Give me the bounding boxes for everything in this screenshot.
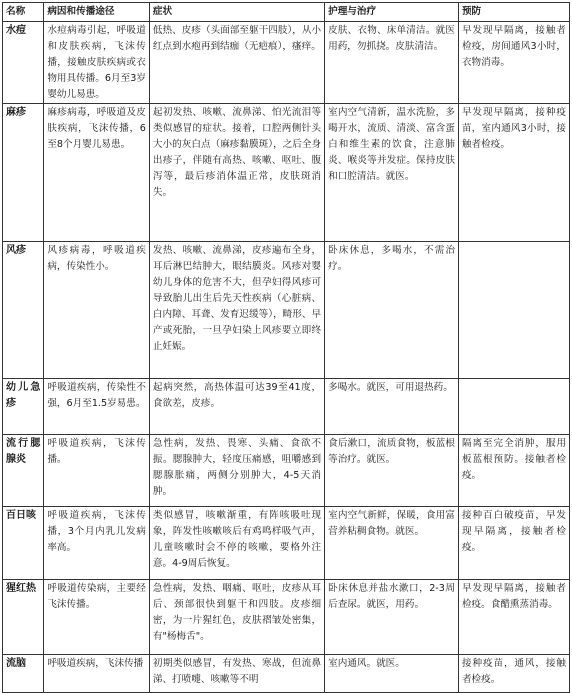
disease-name: 麻疹 <box>3 104 44 242</box>
header-cause: 病因和传播途径 <box>44 3 150 22</box>
table-row <box>3 21 570 104</box>
disease-table <box>2 2 570 693</box>
disease-prevention: 接种百白破疫苗，早发现早隔离，接触者检疫。 <box>458 507 569 580</box>
disease-prevention: 早发现早隔离，接触者检疫。食醋熏蒸消毒。 <box>458 580 569 655</box>
disease-cause: 呼吸道疾病，飞沫传播。 <box>44 435 150 507</box>
disease-symptoms: 急性病，发热、畏寒、头痛、食欲不振。腮腺肿大，轻度压痛感，咀嚼感到腮腺胀痛，两侧分别肿大，4-5天消肿。 <box>149 435 324 507</box>
disease-cause: 风疹病毒，呼吸道疾病，传染性小。 <box>44 242 150 379</box>
disease-cause: 麻疹病毒，呼吸道及皮肤疾病，飞沫传播，6至8个月婴儿易患。 <box>44 104 150 242</box>
disease-symptoms: 起初发热、咳嗽、流鼻涕、怕光流泪等类似感冒的症状。接着，口腔两侧针头大小的灰白点（麻疹黏膜斑），之后全身出疹子，伴随有高热、咳嗽、呕吐、腹泻等，最后疹消体温正常，皮肤斑消失。 <box>149 104 324 242</box>
disease-care: 室内空气清新，温水洗脸，多喝开水，流质、清淡、富含蛋白和维生素的饮食，注意肺炎、喉炎等并发症。保持皮肤和口腔清洁。就医。 <box>325 104 459 242</box>
disease-name: 流脑 <box>3 655 44 693</box>
disease-name: 幼儿急疹 <box>3 379 44 435</box>
disease-name: 猩红热 <box>3 580 44 655</box>
disease-cause: 呼吸道传染病，主要经飞沫传播。 <box>44 580 150 655</box>
disease-prevention <box>458 379 569 435</box>
table-row <box>3 379 570 435</box>
disease-prevention: 接种疫苗，通风，接触者检疫。 <box>458 655 569 693</box>
disease-cause: 呼吸道疾病，传染性不强，6月至1.5岁易患。 <box>44 379 150 435</box>
disease-name: 百日咳 <box>3 507 44 580</box>
disease-symptoms: 类似感冒，咳嗽渐重，有阵咳吸吐现象，阵发性咳嗽咳后有鸡鸣样吸气声，儿童咳嗽时会不停的咳嗽，要格外注意。4-9周后恢复。 <box>149 507 324 580</box>
table-row <box>3 104 570 242</box>
disease-care: 皮肤、衣物、床单清洁。就医用药，勿抓挠。皮肤清洁。 <box>325 21 459 104</box>
header-prevention: 预防 <box>458 3 569 22</box>
disease-cause: 水痘病毒引起，呼吸道和皮肤疾病，飞沫传播，接触皮肤疾病或衣物用具传播。6月至3岁婴幼儿易患。 <box>44 21 150 104</box>
disease-prevention: 早发现早隔离，接触者检疫，房间通风3小时，衣物消毒。 <box>458 21 569 104</box>
table-header-row <box>3 3 570 22</box>
disease-symptoms: 起病突然，高热体温可达39至41度，食欲差，皮疹。 <box>149 379 324 435</box>
disease-prevention: 隔离至完全消肿，服用板蓝根预防。接触者检疫。 <box>458 435 569 507</box>
disease-symptoms: 初期类似感冒，有发热、寒战，但流鼻涕、打喷嚏、咳嗽等不明 <box>149 655 324 693</box>
table-row <box>3 580 570 655</box>
disease-name: 水痘 <box>3 21 44 104</box>
header-care: 护理与治疗 <box>325 3 459 22</box>
disease-symptoms: 发热、咳嗽、流鼻涕，皮疹遍布全身，耳后淋巴结肿大，眼结膜炎。风疹对婴幼儿身体的危害不大，但孕妇得风疹可导致胎儿出生后先天性疾病（心脏病、白内障、耳聋、发育迟缓等），畸形、早产或死胎，一旦孕妇染上风疹要立即终止妊娠。 <box>149 242 324 379</box>
header-symptoms: 症状 <box>149 3 324 22</box>
header-name: 名称 <box>3 3 44 22</box>
disease-name: 流行腮腺炎 <box>3 435 44 507</box>
disease-care: 多喝水。就医，可用退热药。 <box>325 379 459 435</box>
disease-cause: 呼吸道疾病，飞沫传播，3个月内乳儿发病率高。 <box>44 507 150 580</box>
disease-care: 卧床休息，多喝水，不需治疗。 <box>325 242 459 379</box>
disease-symptoms: 低热、皮疹（头面部至躯干四肢），从小红点到水疱再到结痂（无疤痕），瘙痒。 <box>149 21 324 104</box>
table-row <box>3 507 570 580</box>
disease-care: 卧床休息并盐水漱口，2-3周后查尿。就医，用药。 <box>325 580 459 655</box>
disease-symptoms: 急性病，发热、咽痛、呕吐，皮疹从耳后、颈部很快到躯干和四肢。皮疹细密，为一片猩红色，皮肤褶皱处密集，有"杨梅舌"。 <box>149 580 324 655</box>
table-row <box>3 435 570 507</box>
table-row <box>3 655 570 693</box>
disease-prevention: 早发现早隔离，接种疫苗，室内通风3小时，接触者检疫。 <box>458 104 569 242</box>
disease-cause: 呼吸道疾病，飞沫传播 <box>44 655 150 693</box>
disease-care: 室内通风。就医。 <box>325 655 459 693</box>
table-row <box>3 242 570 379</box>
disease-prevention <box>458 242 569 379</box>
disease-care: 室内空气新鲜，保暖，食用富营养粘稠食物。就医。 <box>325 507 459 580</box>
disease-care: 食后漱口，流质食物，板蓝根等治疗。就医。 <box>325 435 459 507</box>
disease-name: 风疹 <box>3 242 44 379</box>
